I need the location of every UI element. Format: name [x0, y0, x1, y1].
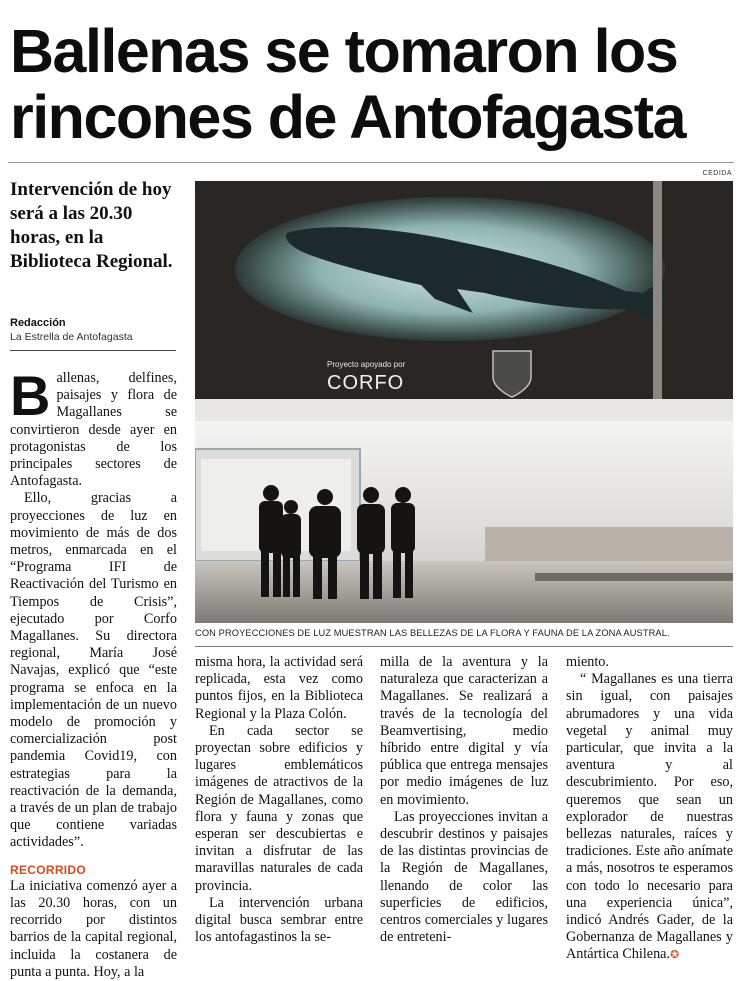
article-column-4 [566, 654, 733, 965]
col2-paragraph-1: misma hora, la actividad será replicada, esta vez como puntos fijos, en la Biblioteca Regional y la Plaza Colón. [195, 654, 363, 722]
end-mark-icon: ✪ [670, 949, 680, 962]
byline-paper: La Estrella de Antofagasta [10, 331, 133, 343]
drop-cap: B [10, 364, 51, 427]
deck: Intervención de hoy será a las 20.30 horas, en la Biblioteca Regional. [10, 179, 173, 272]
article-photo [195, 181, 733, 623]
col4-paragraph-2 [566, 671, 733, 964]
headline-line-2: rincones de Antofagasta [10, 83, 686, 151]
subhead-recorrido: RECORRIDO [10, 862, 87, 877]
col4-paragraph-2-text: “ Magallanes es una tierra sin igual, con paisajes abrumadores y una vida vegetal y animal muy particular, que invita a la aventura y al descubrimiento. Por eso, queremos que sean un explorador de nuestras bellezas naturales, raíces y tradiciones. Este año anímate a más, nosotros te esperamos con todo lo necesario para una experiencia única”, indicó Andrés Gader, de la Gobernanza de Magallanes y Antártica Chilena. [566, 671, 733, 963]
article-column-1 [10, 364, 177, 981]
projection-text: Proyecto apoyado por [327, 360, 406, 369]
col2-paragraph-3: La intervención urbana digital busca sembrar entre los antofagastinos la se- [195, 894, 363, 946]
photo-illustration [195, 181, 733, 623]
col3-paragraph-1: milla de la aventura y la naturaleza que caracterizan a Magallanes. Se realizará a través de la tecnología del Beamvertising, medio híbrido entre digital y vía pública que entrega mensajes por medio imágenes de luz en movimiento. [380, 654, 548, 808]
col4-paragraph-1: miento. [566, 654, 609, 670]
headline-line-1: Ballenas se tomaron los [10, 17, 678, 85]
paragraph-1-text: allenas, delfines, paisajes y flora de Magallanes se convirtieron desde ayer en protagonistas de los principales sectores de Antofagasta. [10, 370, 177, 490]
photo-credit: CEDIDA [702, 170, 732, 177]
headline [10, 18, 735, 150]
byline-author: Redacción [10, 317, 66, 329]
corfo-logo: CORFO [327, 372, 405, 394]
byline [10, 316, 178, 344]
paragraph-3: La iniciativa comenzó ayer a las 20.30 horas, con un recorrido por distintos barrios de la capital regional, incluida la costanera de punta a punta. Hoy, a la [10, 877, 177, 980]
caption-rule [195, 646, 733, 647]
top-rule [8, 162, 734, 163]
paragraph-1 [10, 364, 177, 490]
byline-rule [10, 350, 176, 351]
article-column-3 [380, 654, 548, 946]
article-column-2 [195, 654, 363, 946]
col3-paragraph-2: Las proyecciones invitan a descubrir destinos y paisajes de las distintas provincias de la Región de Magallanes, llenando de color las superficies de edificios, centros comerciales y lugares de entreteni- [380, 808, 548, 946]
paragraph-2: Ello, gracias a proyecciones de luz en movimiento de más de dos metros, enmarcada en el “Programa IFI de Reactivación del Turismo en Tiempos de Crisis”, ejecutado por Corfo Magallanes. Su directora regional, María José Navajas, explicó que “este programa se enfoca en la implementación de un nuevo modelo de promoción y comercialización post pandemia Covid19, con estrategias para la reactivación de la demanda, a través de un plan de trabajo que contiene variadas actividades”. [10, 490, 177, 851]
photo-caption: CON PROYECCIONES DE LUZ MUESTRAN LAS BELLEZAS DE LA FLORA Y FAUNA DE LA ZONA AUSTRAL. [195, 628, 670, 638]
col2-paragraph-2: En cada sector se proyectan sobre edificios y lugares emblemáticos imágenes de atractivos de la Región de Magallanes, como flora y fauna y zonas que esperan ser descubiertas e invitan a disfrutar de las maravillas naturales de cada provincia. [195, 722, 363, 894]
